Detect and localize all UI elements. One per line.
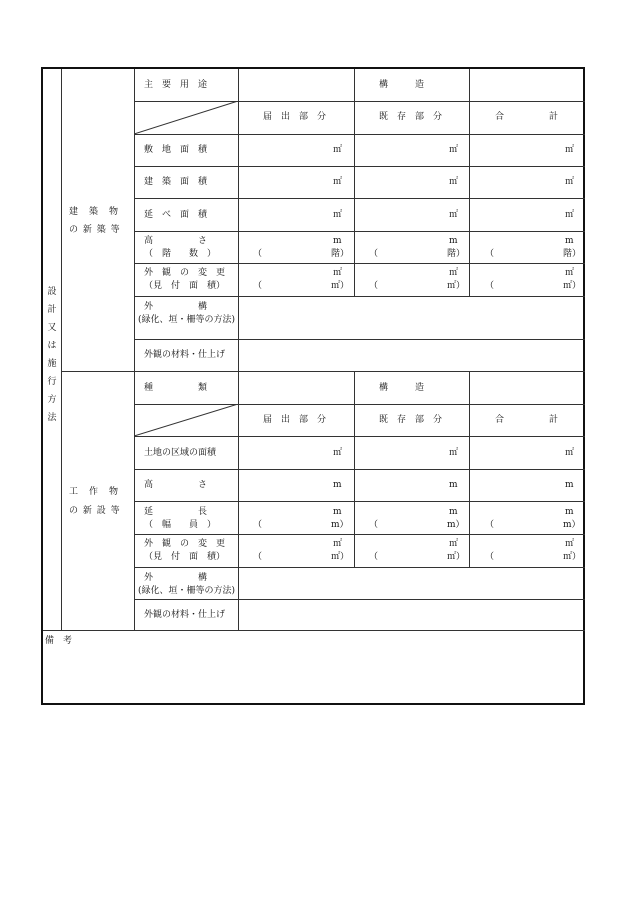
label-materials-2: 外観の材料・仕上げ	[144, 610, 226, 620]
label-floor-area: 延 べ 面 積	[144, 210, 208, 220]
label-length: 延 長	[144, 507, 208, 517]
unit-sqm: ㎡	[449, 268, 459, 278]
label-land-area: 土地の区域の面積	[144, 448, 217, 458]
permit-form	[41, 67, 585, 705]
label-height-2: 高 さ	[144, 480, 208, 490]
label-facade-area-2: （見 付 面 積）	[144, 552, 226, 562]
unit-sqm: ㎡	[333, 177, 343, 187]
hline	[134, 599, 585, 600]
hline	[134, 469, 585, 470]
unit-sqm: ㎡	[565, 177, 575, 187]
unit-sqm: ㎡	[333, 448, 343, 458]
label-floors: （ 階 数 ）	[144, 249, 217, 259]
hline	[134, 534, 585, 535]
hline	[134, 567, 585, 568]
open-paren: （	[485, 249, 495, 259]
col-total-2: 合 計	[495, 415, 559, 425]
unit-m: m	[565, 507, 574, 517]
unit-sqm: ㎡	[565, 448, 575, 458]
label-width: （ 幅 員 ）	[144, 520, 217, 530]
unit-sqm: ㎡	[333, 268, 343, 278]
open-paren: （	[253, 281, 263, 291]
label-materials: 外観の材料・仕上げ	[144, 350, 226, 360]
unit-m: m	[333, 507, 342, 517]
label-appearance: 外 観 の 変 更	[144, 268, 226, 278]
col-notified-2: 届 出 部 分	[263, 415, 327, 425]
unit-m: m	[449, 480, 458, 490]
col-existing: 既 存 部 分	[379, 112, 443, 122]
unit-m: m	[449, 507, 458, 517]
col-existing-2: 既 存 部 分	[379, 415, 443, 425]
side-label: 設計又は施行方法	[47, 287, 57, 423]
open-paren: （	[485, 552, 495, 562]
label-kind: 種 類	[144, 383, 208, 393]
unit-m-paren: m）	[331, 520, 349, 530]
unit-sqm-paren: ㎡）	[447, 552, 466, 562]
col-total: 合 計	[495, 112, 559, 122]
open-paren: （	[369, 281, 379, 291]
unit-sqm-paren: ㎡）	[447, 281, 466, 291]
unit-sqm: ㎡	[333, 539, 343, 549]
hline	[134, 501, 585, 502]
unit-m: m	[449, 236, 458, 246]
hline	[134, 263, 585, 264]
section-separator	[61, 371, 585, 372]
unit-sqm: ㎡	[565, 210, 575, 220]
unit-m-paren: m）	[447, 520, 465, 530]
label-site-area: 敷 地 面 積	[144, 145, 208, 155]
structure-label-1: 工 作 物	[69, 487, 120, 497]
divider-col2	[354, 69, 355, 296]
unit-floors: 階）	[447, 249, 466, 259]
hline	[134, 198, 585, 199]
unit-sqm: ㎡	[449, 210, 459, 220]
label-exterior-2: 外 構	[144, 573, 208, 583]
open-paren: （	[369, 552, 379, 562]
divider-section	[134, 69, 135, 630]
label-exterior-method-2: (緑化、垣・柵等の方法)	[138, 586, 236, 596]
label-structure-type: 構 造	[379, 383, 425, 393]
unit-sqm: ㎡	[565, 145, 575, 155]
unit-sqm-paren: ㎡）	[331, 281, 350, 291]
open-paren: （	[253, 520, 263, 530]
unit-m-paren: m）	[563, 520, 581, 530]
unit-m: m	[565, 480, 574, 490]
open-paren: （	[253, 552, 263, 562]
divider-label	[238, 69, 239, 630]
hline	[134, 296, 585, 297]
label-exterior-method: (緑化、垣・柵等の方法)	[138, 315, 236, 325]
divider-side	[61, 69, 62, 630]
unit-sqm: ㎡	[565, 268, 575, 278]
unit-sqm: ㎡	[333, 145, 343, 155]
unit-floors: 階）	[563, 249, 582, 259]
unit-floors: 階）	[331, 249, 350, 259]
label-appearance-2: 外 観 の 変 更	[144, 539, 226, 549]
unit-sqm: ㎡	[449, 539, 459, 549]
label-height: 高 さ	[144, 236, 208, 246]
unit-sqm: ㎡	[565, 539, 575, 549]
unit-sqm-paren: ㎡）	[563, 281, 582, 291]
label-structure: 構 造	[379, 80, 425, 90]
open-paren: （	[369, 249, 379, 259]
divider-col3	[469, 69, 470, 296]
diagonal-building	[134, 101, 239, 135]
open-paren: （	[253, 249, 263, 259]
open-paren: （	[485, 520, 495, 530]
unit-sqm: ㎡	[449, 448, 459, 458]
hline	[134, 166, 585, 167]
unit-m: m	[333, 480, 342, 490]
hline	[134, 231, 585, 232]
building-label-1: 建 築 物	[69, 207, 120, 217]
col-notified: 届 出 部 分	[263, 112, 327, 122]
label-building-area: 建 築 面 積	[144, 177, 208, 187]
unit-sqm: ㎡	[449, 145, 459, 155]
diagonal-structure	[134, 404, 239, 437]
open-paren: （	[369, 520, 379, 530]
remarks-separator	[43, 630, 585, 631]
unit-sqm-paren: ㎡）	[331, 552, 350, 562]
structure-label-2: の 新 設 等	[69, 506, 121, 516]
remarks-label: 備 考	[45, 636, 73, 646]
unit-m: m	[333, 236, 342, 246]
label-exterior: 外 構	[144, 302, 208, 312]
unit-m: m	[565, 236, 574, 246]
unit-sqm: ㎡	[333, 210, 343, 220]
hline	[134, 339, 585, 340]
unit-sqm-paren: ㎡）	[563, 552, 582, 562]
building-label-2: の 新 築 等	[69, 225, 121, 235]
label-main-use: 主 要 用 途	[144, 80, 208, 90]
unit-sqm: ㎡	[449, 177, 459, 187]
open-paren: （	[485, 281, 495, 291]
label-facade-area: （見 付 面 積）	[144, 281, 226, 291]
